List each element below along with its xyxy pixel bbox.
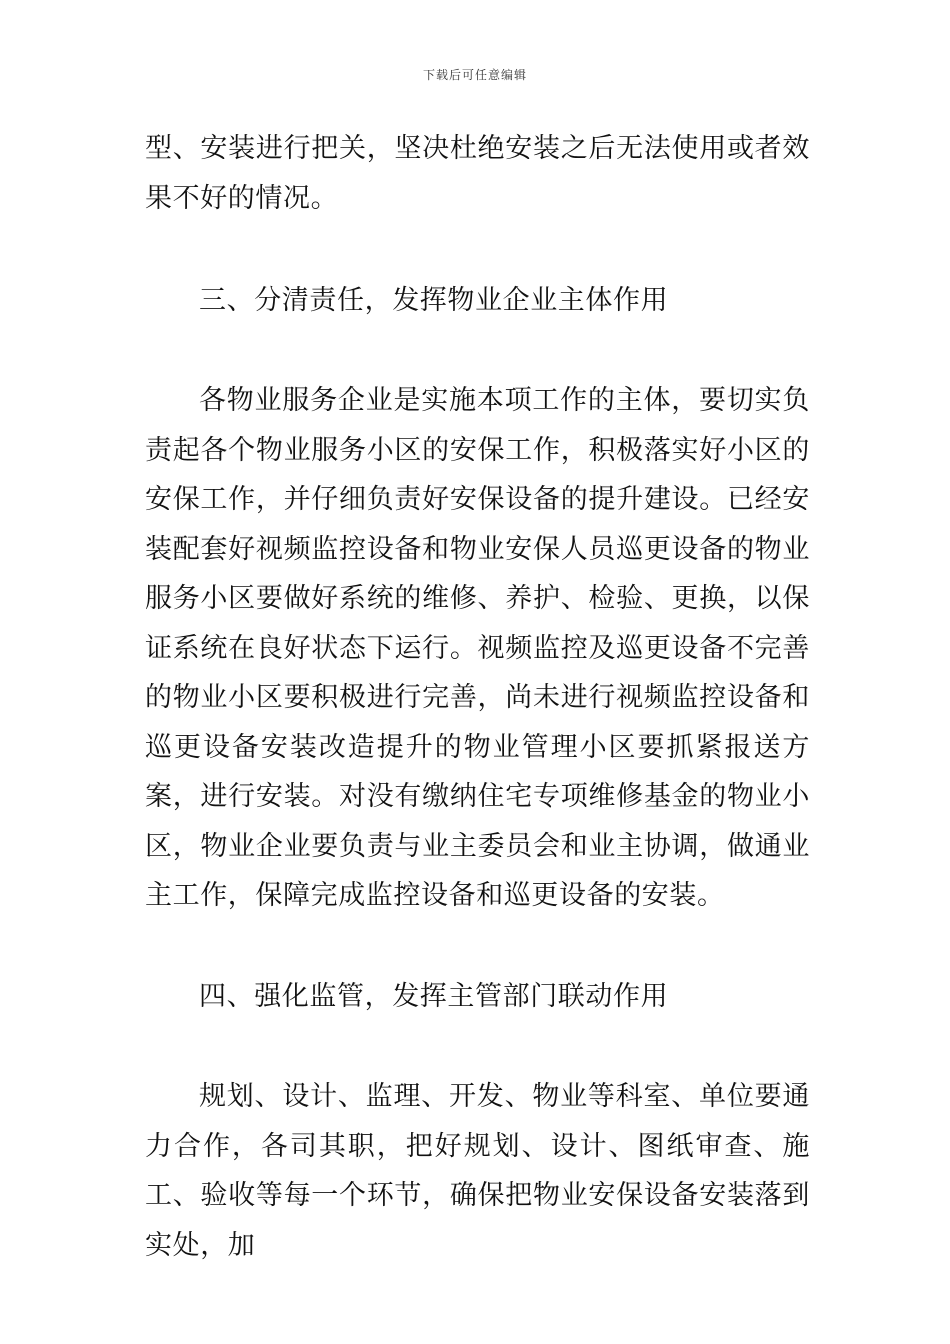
- section-3-heading: 三、分清责任，发挥物业企业主体作用: [199, 285, 669, 316]
- section-3-paragraph: 各物业服务企业是实施本项工作的主体，要切实负责起各个物业服务小区的安保工作，积极落实好小区的安保工作，并仔细负责好安保设备的提升建设。已经安装配套好视频监控设备和物业安保人员巡更设备的物业服务小区要做好系统的维修、养护、检验、更换，以保证系统在良好状态下运行。视频监控及巡更设备不完善的物业小区要积极进行完善，尚未进行视频监控设备和巡更设备安装改造提升的物业管理小区要抓紧报送方案，进行安装。对没有缴纳住宅专项维修基金的物业小区，物业企业要负责与业主委员会和业主协调，做通业主工作，保障完成监控设备和巡更设备的安装。: [145, 385, 810, 911]
- section-4-paragraph: 规划、设计、监理、开发、物业等科室、单位要通力合作，各司其职，把好规划、设计、图纸审查、施工、验收等每一个环节，确保把物业安保设备安装落到实处，加: [145, 1081, 810, 1261]
- section-4-heading: 四、强化监管，发挥主管部门联动作用: [199, 981, 669, 1012]
- continued-paragraph: 型、安装进行把关，坚决杜绝安装之后无法使用或者效果不好的情况。: [145, 133, 810, 214]
- header-note: 下载后可任意编辑: [422, 68, 527, 82]
